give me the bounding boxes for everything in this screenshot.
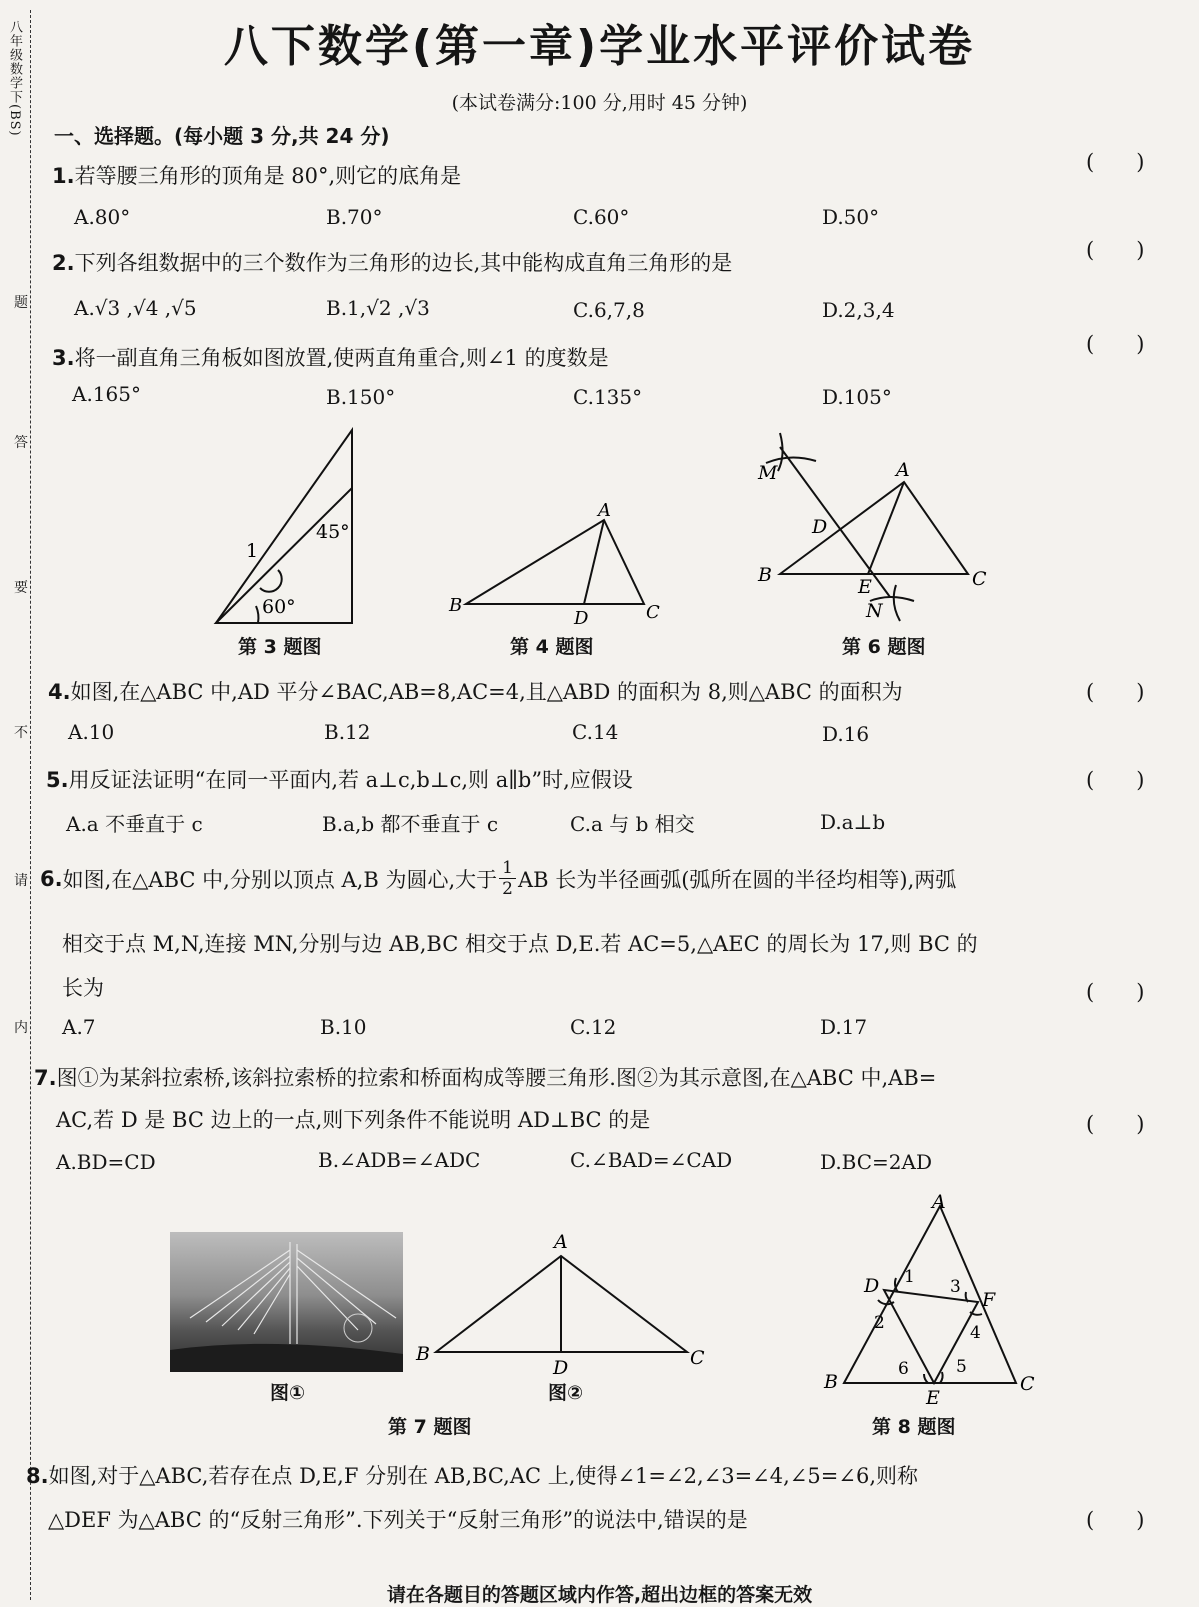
fig-label: F (982, 1289, 996, 1311)
option: C.60° (573, 205, 630, 229)
side-char: 题 (14, 290, 28, 314)
fig-label: E (926, 1387, 940, 1409)
option: C.∠BAD=∠CAD (570, 1148, 733, 1172)
figure-subcaption: 图① (270, 1382, 306, 1404)
question-text: AC,若 D 是 BC 边上的一点,则下列条件不能说明 AD⊥BC 的是 (56, 1108, 651, 1132)
answer-paren: ( ) (1086, 680, 1145, 704)
fig-label: N (866, 600, 883, 622)
figure-6 (750, 425, 1010, 630)
option: D.17 (820, 1015, 868, 1039)
figure-7-diagram (412, 1228, 712, 1378)
figure-caption: 第 6 题图 (842, 636, 926, 658)
option: A.a 不垂直于 c (66, 812, 203, 836)
option: B.12 (324, 720, 371, 744)
question-text: 若等腰三角形的顶角是 80°,则它的底角是 (74, 164, 462, 188)
answer-paren: ( ) (1086, 980, 1145, 1004)
fig-label: 45° (316, 521, 350, 543)
option: D.16 (822, 722, 870, 746)
option: A.7 (62, 1015, 96, 1039)
question-text: 如图,在△ABC 中,AD 平分∠BAC,AB=8,AC=4,且△ABD 的面积为 8,则△ABC 的面积为 (70, 680, 903, 704)
option: D.a⊥b (820, 810, 886, 834)
side-char: 内 (14, 1015, 28, 1039)
angle-arc (924, 1374, 928, 1383)
figure-caption: 第 3 题图 (238, 636, 322, 658)
side-char: 请 (14, 868, 28, 892)
bridge-photo (170, 1232, 403, 1372)
fig-label: B (824, 1371, 838, 1393)
angle-1-arc (260, 570, 282, 592)
question-4 (48, 676, 903, 706)
option: D.BC=2AD (820, 1150, 933, 1174)
figure-3 (200, 420, 370, 635)
question-2 (52, 247, 732, 277)
arc-n (894, 585, 900, 621)
fig-label: M (758, 462, 778, 484)
question-text: 如图,在△ABC 中,分别以顶点 A,B 为圆心,大于 (62, 867, 498, 892)
option: C.14 (572, 720, 619, 744)
question-text: 相交于点 M,N,连接 MN,分别与边 AB,BC 相交于点 D,E.若 AC=5,△AEC 的周长为 17,则 BC 的 (62, 932, 978, 956)
binding-dashed-line (30, 10, 31, 1600)
question-number: 2. (52, 251, 75, 275)
fig-label: A (598, 500, 611, 521)
option: D.105° (822, 385, 892, 409)
side-char: 答 (14, 430, 28, 454)
option: B.∠ADB=∠ADC (318, 1148, 481, 1172)
question-text: △DEF 为△ABC 的“反射三角形”.下列关于“反射三角形”的说法中,错误的是 (48, 1508, 748, 1532)
question-number: 7. (34, 1066, 57, 1090)
fig-label: 4 (970, 1323, 981, 1343)
question-text: 长为 (62, 976, 104, 1000)
question-text: 如图,对于△ABC,若存在点 D,E,F 分别在 AB,BC,AC 上,使得∠1=∠2,∠3=∠4,∠5=∠6,则称 (48, 1464, 918, 1488)
answer-paren: ( ) (1086, 768, 1145, 792)
question-number: 3. (52, 346, 75, 370)
option: B.10 (320, 1015, 367, 1039)
fig-label: D (864, 1275, 880, 1297)
question-number: 8. (26, 1464, 49, 1488)
question-number: 1. (52, 164, 75, 188)
fig-label: C (690, 1347, 705, 1369)
fig-label: C (646, 602, 660, 623)
figure-8 (800, 1188, 1050, 1413)
question-number: 5. (46, 768, 69, 792)
fig-label: D (812, 516, 828, 538)
fig-label: 6 (898, 1359, 909, 1379)
fig-label: B (449, 595, 463, 616)
question-7 (34, 1062, 936, 1092)
question-text: 下列各组数据中的三个数作为三角形的边长,其中能构成直角三角形的是 (74, 251, 733, 275)
triangle-abc (466, 520, 644, 604)
fig-label: 5 (956, 1357, 967, 1377)
option: C.a 与 b 相交 (570, 812, 695, 836)
fig-label: A (896, 459, 910, 481)
angle-arc (970, 1312, 982, 1315)
option: A.BD=CD (56, 1150, 156, 1174)
answer-paren: ( ) (1086, 238, 1145, 262)
question-6 (40, 858, 956, 899)
fraction-denominator: 2 (502, 879, 513, 899)
question-3 (52, 342, 609, 372)
question-text: 图①为某斜拉索桥,该斜拉索桥的拉索和桥面构成等腰三角形.图②为其示意图,在△ABC 中,AB= (56, 1066, 937, 1090)
option: B.a,b 都不垂直于 c (322, 812, 499, 836)
fig-label: B (758, 564, 772, 586)
side-char: 不 (14, 720, 28, 744)
option: B.150° (326, 385, 396, 409)
question-text: AB 长为半径画弧(弧所在圆的半径均相等),两弧 (517, 867, 957, 892)
section-title: 一、选择题。(每小题 3 分,共 24 分) (54, 124, 390, 148)
fig-label: 3 (950, 1277, 961, 1297)
question-text: 将一副直角三角板如图放置,使两直角重合,则∠1 的度数是 (74, 346, 609, 370)
page-title: 八下数学(第一章)学业水平评价试卷 (223, 21, 976, 72)
fig-label: D (574, 608, 589, 629)
angle-60-arc (256, 606, 258, 623)
option: A.165° (72, 382, 141, 406)
fig-label: A (554, 1231, 568, 1253)
arc-m (778, 433, 783, 471)
option: A.√3 ,√4 ,√5 (74, 296, 197, 320)
fig-label: D (553, 1357, 569, 1378)
question-text: 用反证法证明“在同一平面内,若 a⊥c,b⊥c,则 a∥b”时,应假设 (68, 768, 633, 792)
fraction-numerator: 1 (499, 858, 516, 879)
figure-caption: 第 7 题图 (388, 1416, 472, 1438)
option: B.1,√2 ,√3 (326, 296, 430, 320)
figure-caption: 第 8 题图 (872, 1416, 956, 1438)
fig-label: 2 (874, 1313, 885, 1333)
bridge-icon (170, 1232, 403, 1372)
question-number: 4. (48, 680, 71, 704)
segment-ad (584, 520, 604, 604)
answer-paren: ( ) (1086, 150, 1145, 174)
option: D.2,3,4 (822, 298, 895, 322)
option: C.135° (573, 385, 643, 409)
fig-label: 60° (262, 596, 296, 618)
figure-4 (446, 500, 671, 630)
fig-label: B (416, 1343, 430, 1365)
question-8 (26, 1460, 918, 1490)
fig-label: 1 (246, 540, 259, 562)
option: A.10 (68, 720, 115, 744)
side-label: 八年级数学下(BS) (7, 20, 22, 137)
fig-label: A (932, 1191, 946, 1213)
fraction (499, 858, 516, 899)
question-number: 6. (40, 866, 63, 891)
footer-note: 请在各题目的答题区域内作答,超出边框的答案无效 (386, 1584, 813, 1606)
answer-paren: ( ) (1086, 1508, 1145, 1532)
question-1 (52, 160, 461, 190)
figure-subcaption: 图② (548, 1382, 584, 1404)
fig-label: C (1020, 1373, 1035, 1395)
angle-arc (940, 1372, 943, 1383)
option: C.12 (570, 1015, 617, 1039)
angle-arc (966, 1292, 968, 1302)
page-subtitle: (本试卷满分:100 分,用时 45 分钟) (451, 92, 748, 114)
fig-label: E (858, 576, 872, 598)
question-5 (46, 764, 633, 794)
figure-caption: 第 4 题图 (510, 636, 594, 658)
fig-label: 1 (904, 1267, 915, 1287)
answer-paren: ( ) (1086, 1112, 1145, 1136)
option: A.80° (74, 205, 131, 229)
fig-label: C (972, 568, 987, 590)
option: B.70° (326, 205, 383, 229)
answer-paren: ( ) (1086, 332, 1145, 356)
side-char: 要 (14, 575, 28, 599)
option: C.6,7,8 (573, 298, 645, 322)
option: D.50° (822, 205, 880, 229)
